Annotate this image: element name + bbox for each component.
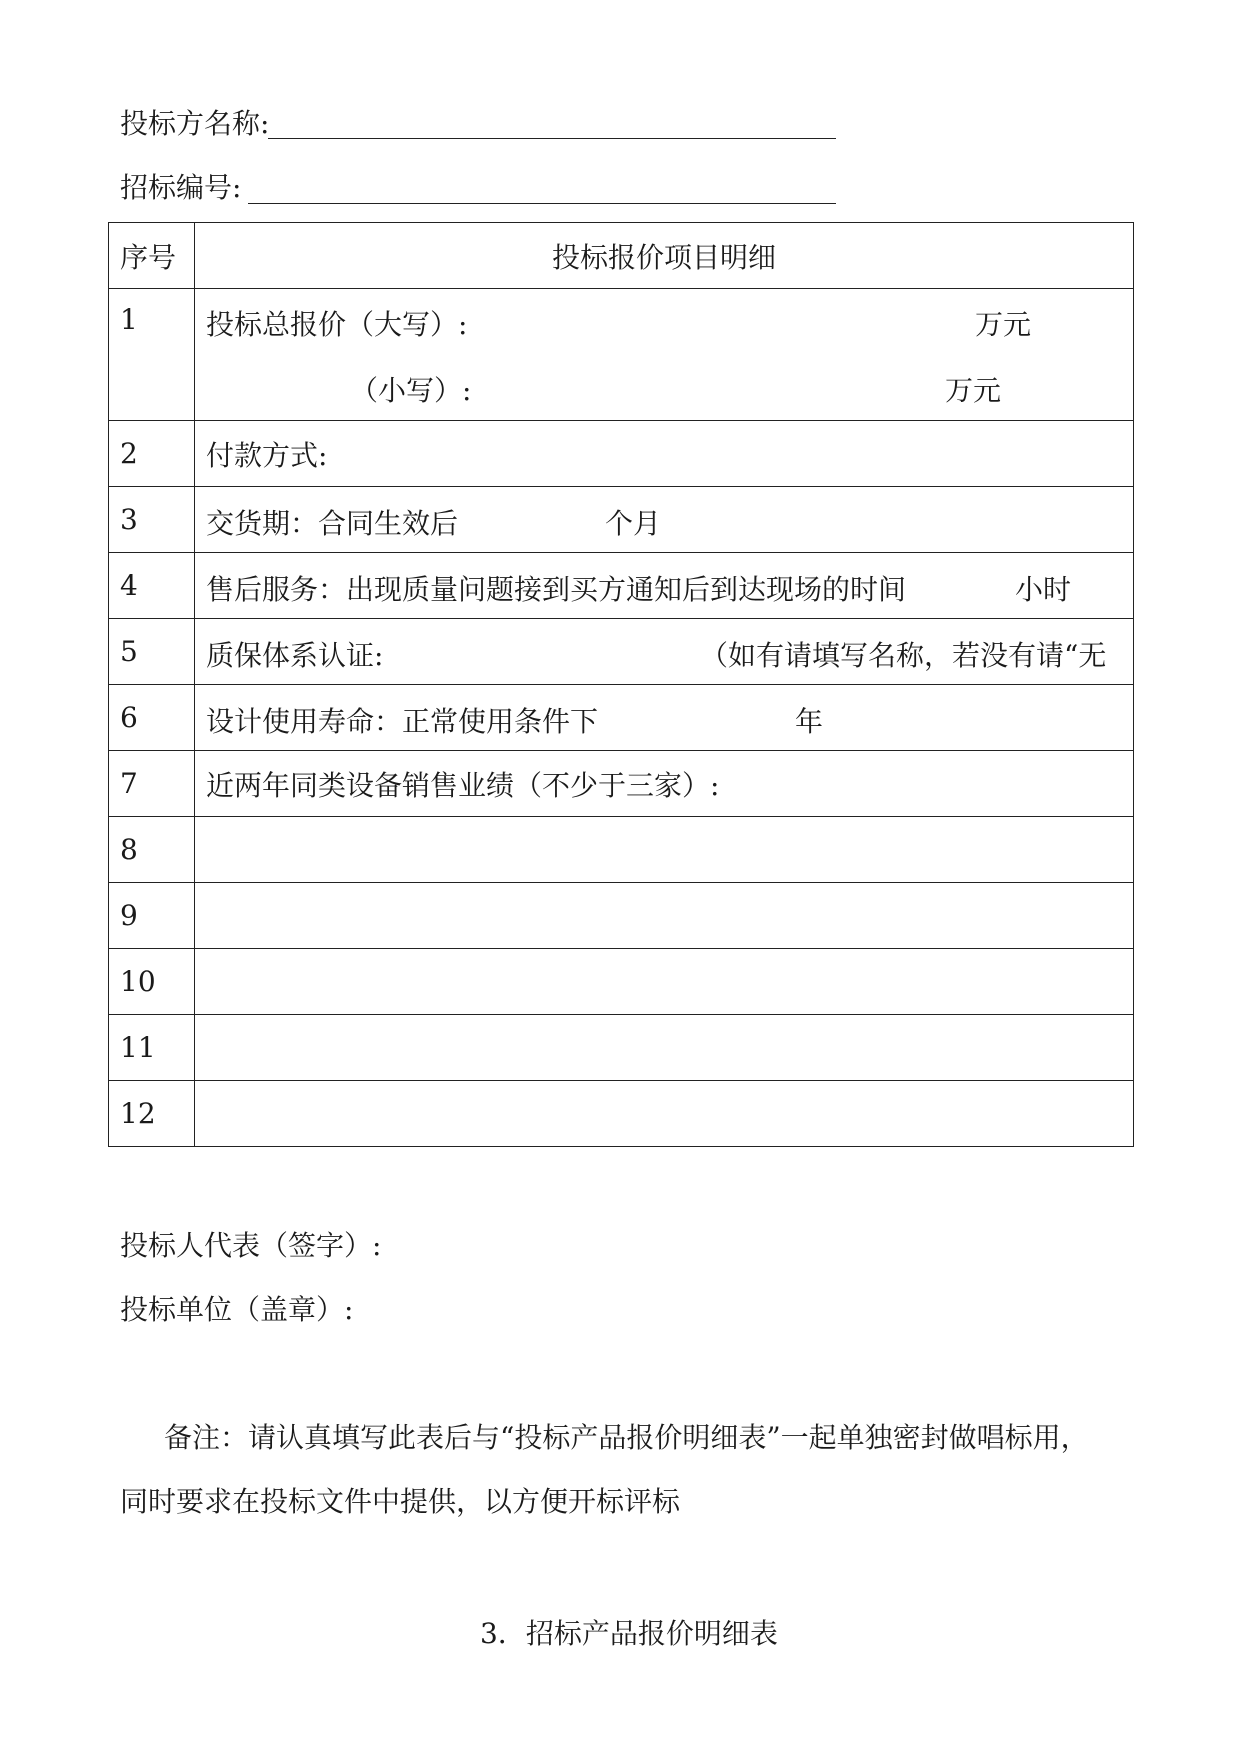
tender-no-label: 招标编号: bbox=[120, 171, 242, 204]
payment-method-label: 付款方式: bbox=[206, 438, 328, 472]
after-sales-label: 售后服务：出现质量问题接到买方通知后到达现场的时间 bbox=[206, 573, 907, 606]
row-number: 12 bbox=[109, 1081, 195, 1147]
remark-line-2: 同时要求在投标文件中提供，以方便开标评标 bbox=[120, 1485, 681, 1518]
remark-line-1: 备注：请认真填写此表后与“投标产品报价明细表”一起单独密封做唱标用， bbox=[164, 1421, 1089, 1454]
quality-certification-label: 质保体系认证: bbox=[206, 639, 384, 672]
row-number: 1 bbox=[109, 289, 195, 421]
sales-record-cell[interactable] bbox=[195, 751, 1134, 817]
table-row bbox=[109, 817, 1134, 883]
blank-entry-cell[interactable] bbox=[195, 817, 1134, 883]
bid-quote-table bbox=[108, 222, 1134, 1147]
column-header-detail: 投标报价项目明细 bbox=[195, 223, 1134, 289]
table-row bbox=[109, 487, 1134, 553]
bidding-unit-seal-label: 投标单位（盖章）: bbox=[120, 1293, 354, 1326]
blank-entry-cell[interactable] bbox=[195, 883, 1134, 949]
table-row bbox=[109, 949, 1134, 1015]
row-number: 3 bbox=[109, 487, 195, 553]
column-header-no: 序号 bbox=[109, 223, 195, 289]
table-row bbox=[109, 421, 1134, 487]
payment-method-cell[interactable] bbox=[195, 421, 1134, 487]
row-number: 8 bbox=[109, 817, 195, 883]
service-life-cell[interactable] bbox=[195, 685, 1134, 751]
total-price-lower-label: （小写）: bbox=[350, 374, 472, 407]
blank-entry-cell[interactable] bbox=[195, 949, 1134, 1015]
table-row bbox=[109, 1015, 1134, 1081]
row-number: 6 bbox=[109, 685, 195, 751]
row-number: 2 bbox=[109, 421, 195, 487]
row-number: 10 bbox=[109, 949, 195, 1015]
blank-entry-cell[interactable] bbox=[195, 1081, 1134, 1147]
total-price-upper-label: 投标总报价（大写）: bbox=[206, 308, 468, 341]
tender-no-field[interactable] bbox=[248, 203, 836, 204]
table-row bbox=[109, 883, 1134, 949]
representative-signature-label: 投标人代表（签字）: bbox=[120, 1229, 382, 1262]
service-life-unit: 年 bbox=[795, 705, 824, 738]
service-life-label: 设计使用寿命：正常使用条件下 bbox=[206, 705, 599, 738]
total-price-cell[interactable] bbox=[195, 289, 1134, 421]
row-number: 5 bbox=[109, 619, 195, 685]
section-title: 3．招标产品报价明细表 bbox=[480, 1617, 778, 1650]
table-row bbox=[109, 553, 1134, 619]
table-row bbox=[109, 289, 1134, 421]
table-row bbox=[109, 751, 1134, 817]
row-number: 9 bbox=[109, 883, 195, 949]
bidder-name-label: 投标方名称: bbox=[120, 107, 270, 140]
quality-certification-hint: （如有请填写名称，若没有请“无 bbox=[700, 639, 1107, 672]
blank-entry-cell[interactable] bbox=[195, 1015, 1134, 1081]
bidder-name-field[interactable] bbox=[268, 138, 836, 139]
total-price-upper-unit: 万元 bbox=[975, 308, 1032, 341]
after-sales-unit: 小时 bbox=[1015, 573, 1072, 606]
table-row bbox=[109, 1081, 1134, 1147]
row-number: 11 bbox=[109, 1015, 195, 1081]
quality-certification-cell[interactable] bbox=[195, 619, 1134, 685]
delivery-period-cell[interactable] bbox=[195, 487, 1134, 553]
delivery-period-label: 交货期：合同生效后 bbox=[206, 507, 459, 540]
row-number: 7 bbox=[109, 751, 195, 817]
row-number: 4 bbox=[109, 553, 195, 619]
delivery-period-unit: 个月 bbox=[605, 507, 662, 540]
table-row bbox=[109, 685, 1134, 751]
table-row bbox=[109, 619, 1134, 685]
total-price-lower-unit: 万元 bbox=[945, 374, 1002, 407]
sales-record-label: 近两年同类设备销售业绩（不少于三家）: bbox=[206, 768, 720, 802]
after-sales-cell[interactable] bbox=[195, 553, 1134, 619]
table-header-row bbox=[109, 223, 1134, 289]
